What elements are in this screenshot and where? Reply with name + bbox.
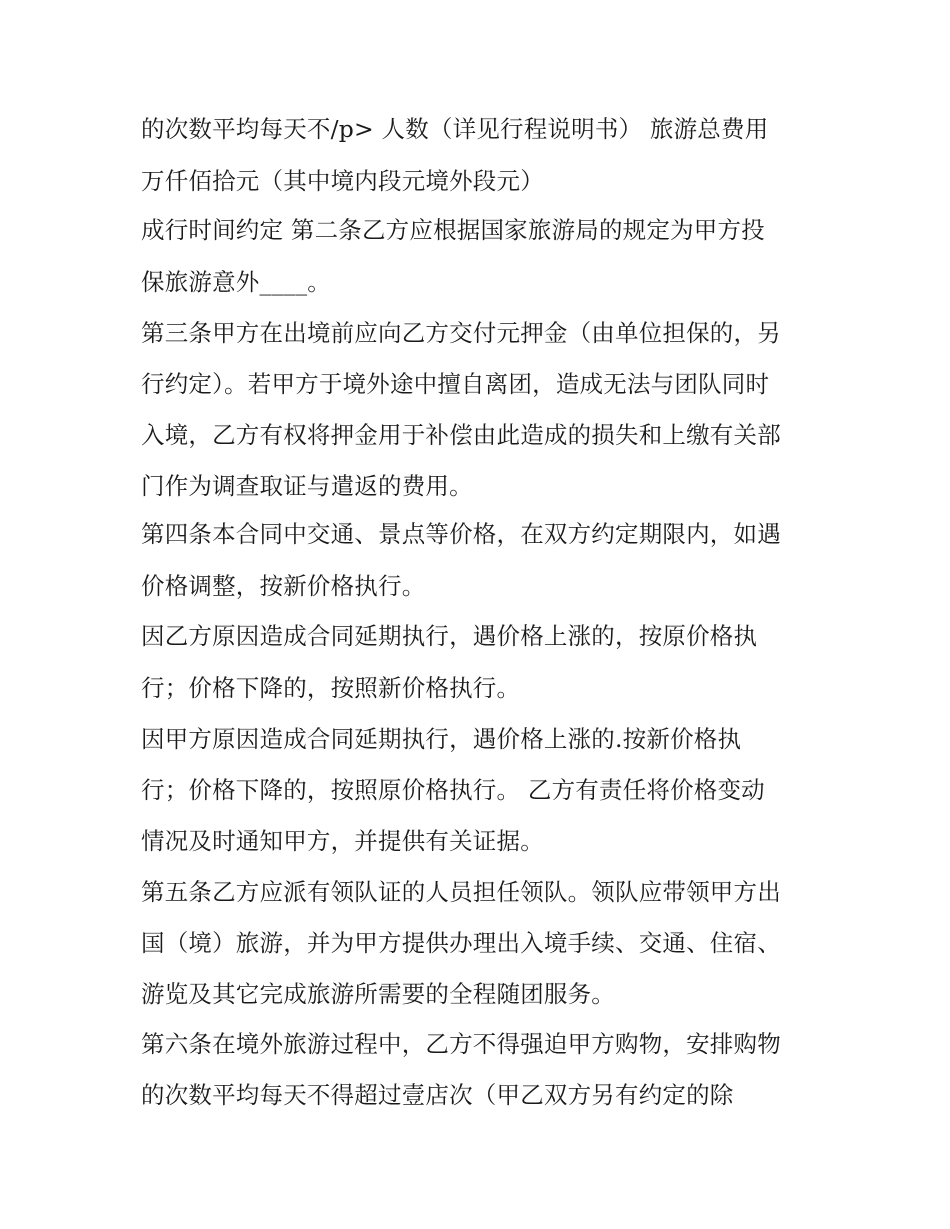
- text-line: 保旅游意外____。: [141, 268, 331, 296]
- text-line: 行约定）。若甲方于境外途中擅自离团，造成无法与团队同时: [141, 370, 770, 398]
- text-line: 的次数平均每天不得超过壹店次（甲乙双方另有约定的除: [141, 1081, 734, 1109]
- text-line: 第三条甲方在出境前应向乙方交付元押金（由单位担保的，另: [141, 319, 781, 347]
- text-line: 第四条本合同中交通、景点等价格，在双方约定期限内，如遇: [141, 520, 781, 548]
- text-line: 第六条在境外旅游过程中，乙方不得强迫甲方购物，安排购物: [141, 1030, 781, 1058]
- text-line: 行；价格下降的，按照原价格执行。 乙方有责任将价格变动: [141, 776, 765, 804]
- text-line: 价格调整，按新价格执行。: [141, 572, 426, 600]
- text-line: 第五条乙方应派有领队证的人员担任领队。领队应带领甲方出: [141, 878, 781, 906]
- text-line: 门作为调查取证与遣返的费用。: [141, 472, 473, 500]
- text-line: 行；价格下降的，按照新价格执行。: [141, 674, 521, 702]
- text-line: 因甲方原因造成合同延期执行，遇价格上涨的.按新价格执: [141, 725, 742, 753]
- text-line: 入境，乙方有权将押金用于补偿由此造成的损失和上缴有关部: [141, 421, 781, 449]
- text-line: 成行时间约定 第二条乙方应根据国家旅游局的规定为甲方投: [141, 216, 765, 244]
- text-line: 万仟佰拾元（其中境内段元境外段元）: [141, 167, 544, 195]
- text-line: 国（境）旅游，并为甲方提供办理出入境手续、交通、住宿、: [141, 929, 781, 957]
- text-line: 因乙方原因造成合同延期执行，遇价格上涨的，按原价格执: [141, 622, 758, 650]
- text-line: 游览及其它完成旅游所需要的全程随团服务。: [141, 980, 615, 1008]
- text-line: 的次数平均每天不/p> 人数（详见行程说明书） 旅游总费用: [141, 115, 769, 143]
- text-line: 情况及时通知甲方，并提供有关证据。: [141, 827, 544, 855]
